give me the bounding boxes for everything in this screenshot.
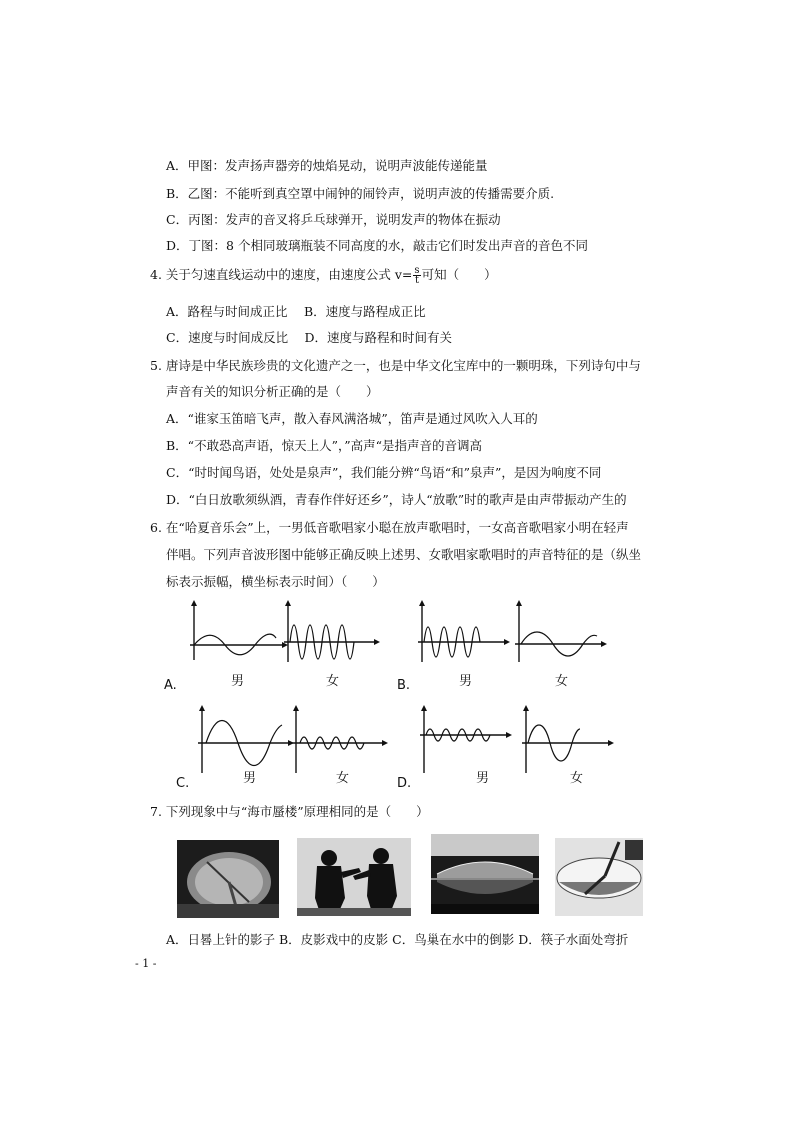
q5-option-a: A．“谁家玉笛暗飞声，散入春风满洛城”，笛声是通过风吹入人耳的 — [166, 411, 538, 426]
label-a-female: 女 — [326, 674, 340, 689]
option-c-letter: C. — [176, 776, 190, 791]
fraction-denominator: t — [414, 275, 419, 286]
fraction-numerator: s — [414, 265, 420, 276]
shadow-play-photo — [297, 838, 411, 916]
q3-option-a: A．甲图：发声扬声器旁的烛焰晃动，说明声波能传递能量 — [166, 158, 488, 173]
q5-stem-line2: 声音有关的知识分析正确的是（ ） — [166, 384, 379, 399]
waveform-b-female — [515, 600, 615, 670]
q4-stem-before: 4. 关于匀速直线运动中的速度，由速度公式 v= — [150, 267, 413, 282]
sundial-photo — [177, 840, 279, 918]
waveform-a-male — [190, 600, 290, 670]
label-a-male: 男 — [231, 674, 245, 689]
q7-stem: 7. 下列现象中与“海市蜃楼”原理相同的是（ ） — [150, 804, 429, 819]
waveform-d-male — [420, 705, 520, 780]
label-d-male: 男 — [476, 771, 490, 786]
option-a-letter: A. — [164, 678, 177, 693]
q6-stem-line3: 标表示振幅，横坐标表示时间）（ ） — [166, 574, 385, 589]
label-d-female: 女 — [570, 771, 584, 786]
speed-formula-fraction — [413, 266, 420, 285]
label-c-female: 女 — [336, 771, 350, 786]
q3-option-c: C．丙图：发声的音叉将乒乓球弹开，说明发声的物体在振动 — [166, 212, 501, 227]
waveform-b-male — [418, 600, 518, 670]
q5-option-c: C．“时时闻鸟语，处处是泉声”，我们能分辨“鸟语“和”泉声”，是因为响度不同 — [166, 465, 602, 480]
q6-stem-line1: 6. 在“哈夏音乐会”上，一男低音歌唱家小聪在放声歌唱时，一女高音歌唱家小明在轻声 — [150, 520, 629, 535]
q4-stem — [150, 266, 497, 285]
q7-options: A．日晷上针的影子 B．皮影戏中的皮影 C．鸟巢在水中的倒影 D．筷子水面处弯折 — [166, 932, 629, 947]
q4-options-row1: A．路程与时间成正比 B．速度与路程成正比 — [166, 304, 426, 319]
q5-stem-line1: 5. 唐诗是中华民族珍贵的文化遗产之一，也是中华文化宝库中的一颗明珠，下列诗句中与 — [150, 358, 641, 373]
birds-nest-reflection-photo — [431, 834, 539, 914]
q6-stem-line2: 伴唱。下列声音波形图中能够正确反映上述男、女歌唱家歌唱时的声音特征的是（纵坐 — [166, 547, 642, 562]
bent-chopsticks-photo — [555, 838, 643, 916]
label-b-male: 男 — [459, 674, 473, 689]
q4-options-row2: C．速度与时间成反比 D．速度与路程和时间有关 — [166, 330, 453, 345]
option-b-letter: B. — [397, 678, 411, 693]
q4-stem-after: 可知（ ） — [421, 267, 497, 282]
page-number: - 1 - — [135, 957, 157, 970]
q3-option-b: B．乙图：不能听到真空罩中闹钟的闹铃声，说明声波的传播需要介质. — [166, 186, 555, 201]
waveform-a-female — [284, 600, 384, 670]
option-d-letter: D. — [397, 776, 412, 791]
label-c-male: 男 — [243, 771, 257, 786]
q5-option-d: D．“白日放歌须纵酒，青春作伴好还乡”，诗人“放歌”时的歌声是由声带振动产生的 — [166, 492, 627, 507]
q5-option-b: B．“不敢恐高声语，惊天上人”，”高声“是指声音的音调高 — [166, 438, 482, 453]
label-b-female: 女 — [555, 674, 569, 689]
q3-option-d: D．丁图：8 个相同玻璃瓶装不同高度的水，敲击它们时发出声音的音色不同 — [166, 238, 588, 253]
